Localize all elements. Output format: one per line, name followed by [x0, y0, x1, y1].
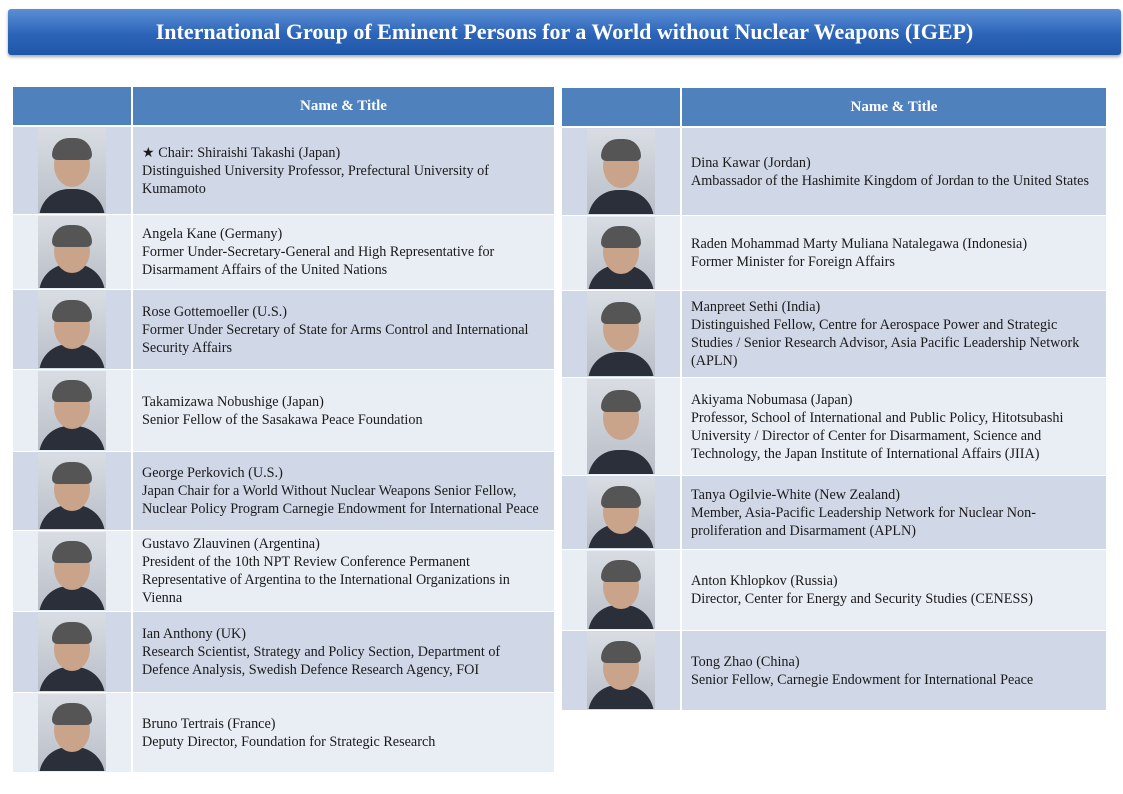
member-photo [38, 371, 106, 450]
photo-cell [562, 216, 682, 290]
member-photo [38, 128, 106, 213]
member-row [562, 550, 1106, 631]
member-photo [38, 613, 106, 691]
member-photo [587, 217, 655, 289]
member-row [562, 216, 1106, 291]
member-title: Former Minister for Foreign Affairs [691, 254, 895, 270]
member-info [682, 550, 1106, 630]
member-row [562, 128, 1106, 216]
photo-cell [13, 693, 133, 772]
member-name: Takamizawa Nobushige (Japan) [142, 393, 324, 410]
member-row [562, 291, 1106, 378]
photo-cell [562, 128, 682, 215]
member-title: Ambassador of the Hashimite Kingdom of Jordan to the United States [691, 172, 1089, 189]
member-photo [587, 129, 655, 214]
member-info [133, 370, 554, 451]
table-header [13, 87, 554, 125]
member-row [562, 476, 1106, 550]
member-info [133, 290, 554, 369]
member-title: Deputy Director, Foundation for Strategic Research [142, 733, 436, 750]
member-info [682, 476, 1106, 549]
member-row [562, 631, 1106, 711]
member-row [562, 378, 1106, 476]
member-name: Manpreet Sethi (India) [691, 299, 821, 315]
photo-column-header [562, 88, 682, 126]
member-title: Research Scientist, Strategy and Policy Section, Department of Defence Analysis, Swedish Defence Research Agency, FOI [142, 644, 501, 678]
member-row [13, 127, 554, 215]
photo-cell [13, 215, 133, 289]
member-name: ★ Chair: Shiraishi Takashi (Japan) [142, 144, 341, 161]
photo-cell [562, 476, 682, 549]
member-photo [38, 216, 106, 288]
member-row [13, 612, 554, 693]
member-title: Distinguished University Professor, Prefectural University of Kumamoto [142, 162, 489, 197]
member-info [682, 291, 1106, 377]
photo-cell [13, 452, 133, 530]
member-title: Distinguished Fellow, Centre for Aerospace Power and Strategic Studies / Senior Research Advisor, Asia Pacific Leadership Network (APLN) [691, 317, 1080, 369]
name-title-header: Name & Title [850, 99, 938, 115]
member-photo [38, 694, 106, 771]
photo-cell [13, 531, 133, 611]
member-title: Former Under-Secretary-General and High Representative for Disarmament Affairs of the United Nations [142, 244, 495, 278]
member-info [682, 216, 1106, 290]
member-photo [38, 453, 106, 529]
member-row [13, 290, 554, 370]
member-name: Angela Kane (Germany) [142, 226, 283, 242]
member-name: Raden Mohammad Marty Muliana Natalegawa (Indonesia) [691, 236, 1028, 252]
member-info [133, 693, 554, 772]
photo-cell [562, 550, 682, 630]
member-info [682, 128, 1106, 215]
table-header [562, 88, 1106, 126]
member-info [133, 127, 554, 214]
member-photo [587, 477, 655, 548]
member-info [682, 631, 1106, 710]
members-table-right [562, 88, 1106, 711]
member-title: Senior Fellow of the Sasakawa Peace Foundation [142, 411, 423, 428]
member-photo [587, 632, 655, 709]
member-name: Akiyama Nobumasa (Japan) [691, 391, 853, 408]
member-info [133, 612, 554, 692]
member-info [133, 531, 554, 611]
member-name: Dina Kawar (Jordan) [691, 154, 811, 171]
member-row [13, 531, 554, 612]
member-title: Japan Chair for a World Without Nuclear Weapons Senior Fellow, Nuclear Policy Program Carnegie Endowment for International Peace [142, 483, 539, 517]
photo-cell [562, 291, 682, 377]
member-name: Gustavo Zlauvinen (Argentina) [142, 536, 320, 552]
member-title: Senior Fellow, Carnegie Endowment for International Peace [691, 671, 1034, 688]
member-row [13, 452, 554, 531]
photo-cell [13, 127, 133, 214]
member-name: Ian Anthony (UK) [142, 626, 247, 642]
photo-cell [13, 612, 133, 692]
page-title: International Group of Eminent Persons for a World without Nuclear Weapons (IGEP) [8, 9, 1121, 55]
member-info [682, 378, 1106, 475]
member-name: Tong Zhao (China) [691, 653, 800, 670]
photo-cell [13, 370, 133, 451]
member-title: Former Under Secretary of State for Arms Control and International Security Affairs [142, 321, 529, 356]
member-title: Member, Asia-Pacific Leadership Network for Nuclear Non-proliferation and Disarmament (APLN) [691, 504, 1036, 539]
member-info [133, 452, 554, 530]
member-title: Director, Center for Energy and Security Studies (CENESS) [691, 591, 1033, 607]
member-row [13, 370, 554, 452]
name-title-header: Name & Title [300, 98, 387, 114]
member-photo [587, 551, 655, 629]
member-photo [587, 292, 655, 376]
photo-cell [13, 290, 133, 369]
member-row [13, 215, 554, 290]
photo-cell [562, 378, 682, 475]
member-title: President of the 10th NPT Review Conference Permanent Representative of Argentina to the International Organizations in Vienna [142, 554, 510, 606]
member-photo [38, 532, 106, 610]
members-table-left [13, 87, 554, 773]
member-name: Bruno Tertrais (France) [142, 715, 276, 732]
photo-cell [562, 631, 682, 710]
photo-column-header [13, 87, 133, 125]
member-name: Tanya Ogilvie-White (New Zealand) [691, 486, 900, 503]
member-title: Professor, School of International and Public Policy, Hitotsubashi University / Director of Center for Disarmament, Science and Technology, the Japan Institute of International Affairs (JIIA) [691, 409, 1064, 462]
member-photo [587, 379, 655, 474]
member-name: Anton Khlopkov (Russia) [691, 573, 838, 589]
member-info [133, 215, 554, 289]
member-row [13, 693, 554, 773]
member-name: Rose Gottemoeller (U.S.) [142, 303, 287, 320]
member-name: George Perkovich (U.S.) [142, 465, 283, 481]
member-photo [38, 291, 106, 368]
